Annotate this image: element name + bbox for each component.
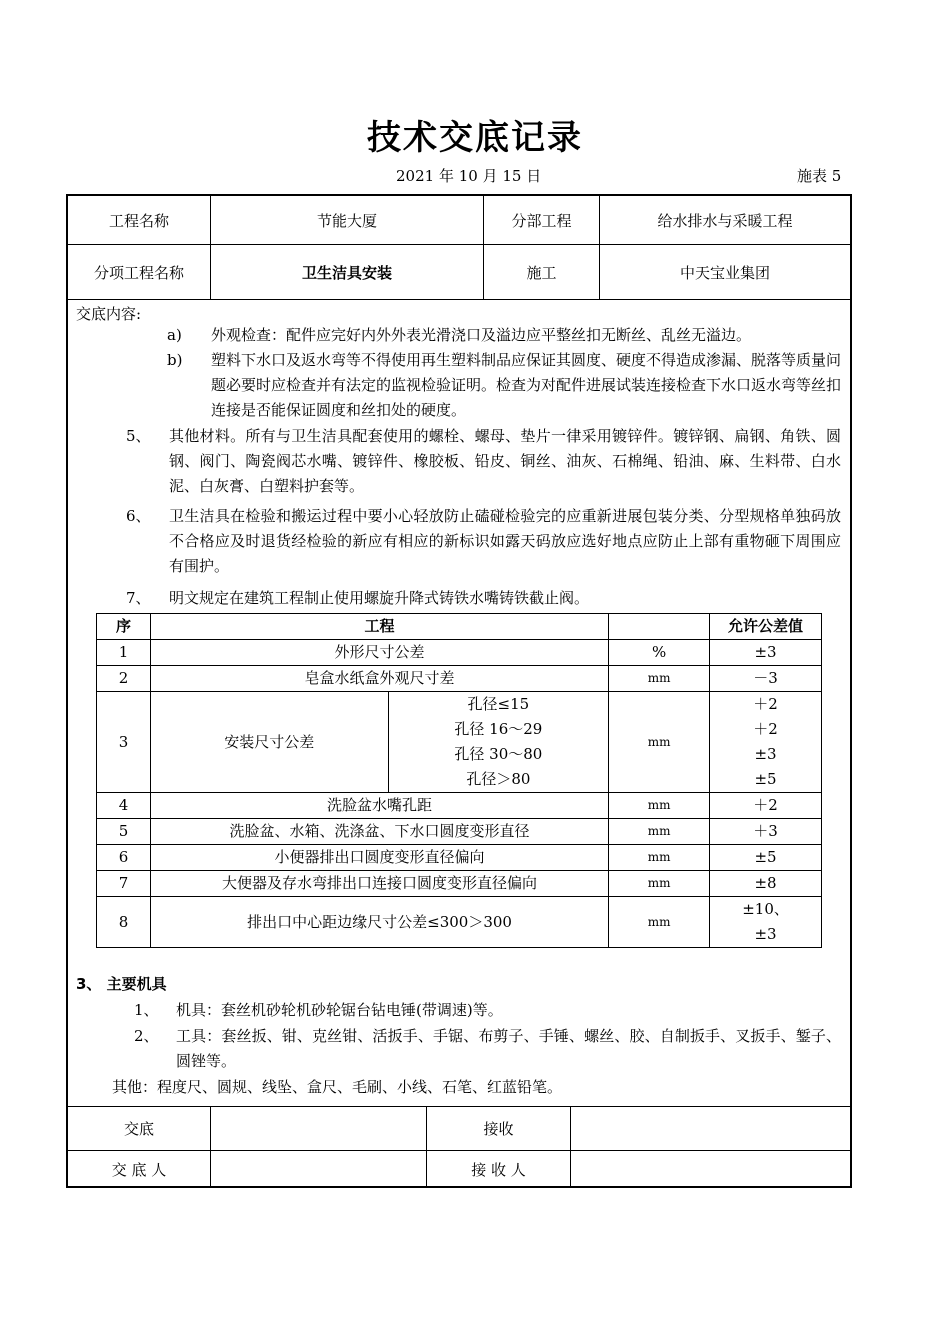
header-row-project	[68, 196, 850, 245]
item-number: a)	[167, 326, 182, 344]
tolerance: ＋2	[753, 695, 778, 713]
signature-row-persons	[68, 1150, 850, 1188]
row-item: 安装尺寸公差	[150, 692, 388, 793]
row-tolerance: －3	[710, 666, 822, 692]
row-unit: mm	[609, 845, 710, 871]
condition: 孔径 30～80	[454, 745, 543, 763]
row-tolerance: ＋3	[710, 819, 822, 845]
condition: 孔径≤15	[467, 695, 530, 713]
table-row	[97, 692, 822, 793]
tool-item-text: 机具：套丝机砂轮机砂轮锯台钻电锤(带调速)等。	[176, 1001, 503, 1019]
tools-other: 其他：程度尺、圆规、线坠、盒尺、毛刷、小线、石笔、红蓝铅笔。	[112, 1078, 563, 1096]
signature-row-handover	[68, 1106, 850, 1150]
row-seq: 5	[97, 819, 151, 845]
table-header-row	[97, 614, 822, 640]
item-text: 其他材料。所有与卫生洁具配套使用的螺栓、螺母、垫片一律采用镀锌件。镀锌钢、扁钢、角铁、圆钢、阀门、陶瓷阀芯水嘴、镀锌件、橡胶板、铅皮、铜丝、油灰、石棉绳、铅油、麻、生料带、白水泥、白灰膏、白塑料护套等。	[169, 427, 841, 495]
row-unit: mm	[609, 871, 710, 897]
header-unit	[609, 614, 710, 640]
row-item: 皂盒水纸盒外观尺寸差	[150, 666, 608, 692]
row-unit: mm	[609, 897, 710, 948]
receive-value[interactable]	[571, 1107, 850, 1150]
receiver-value[interactable]	[571, 1151, 850, 1188]
handover-value[interactable]	[211, 1107, 427, 1150]
row-conditions	[388, 692, 609, 793]
tolerance: ±3	[754, 925, 777, 943]
header-item: 工程	[150, 614, 608, 640]
header-tolerance: 允许公差值	[710, 614, 822, 640]
row-unit: mm	[609, 666, 710, 692]
row-item: 大便器及存水弯排出口连接口圆度变形直径偏向	[150, 871, 608, 897]
table-row	[97, 793, 822, 819]
date: 2021 年 10 月 15 日	[396, 167, 542, 185]
division-value: 给水排水与采暖工程	[657, 211, 793, 230]
table-row	[97, 871, 822, 897]
condition: 孔径＞80	[466, 770, 531, 788]
row-seq: 4	[97, 793, 151, 819]
subitem-value: 卫生洁具安装	[211, 245, 484, 299]
row-seq: 3	[97, 692, 151, 793]
tool-item-text: 工具：套丝扳、钳、克丝钳、活扳手、手锯、布剪子、手锤、螺丝、胶、自制扳手、叉扳手、錾子、圆锉等。	[176, 1027, 841, 1070]
row-seq: 2	[97, 666, 151, 692]
project-name-value: 节能大厦	[211, 196, 484, 244]
item-number: 5、	[126, 427, 151, 445]
contractor-value: 中天宝业集团	[679, 263, 770, 282]
item-number: 7、	[126, 589, 151, 607]
row-item: 洗脸盆、水箱、洗涤盆、下水口圆度变形直径	[150, 819, 608, 845]
table-row	[97, 845, 822, 871]
handover-label: 交底	[68, 1107, 211, 1150]
content-label: 交底内容:	[76, 305, 142, 323]
item-text: 明文规定在建筑工程制止使用螺旋升降式铸铁水嘴铸铁截止阀。	[169, 589, 590, 607]
row-unit: mm	[609, 793, 710, 819]
subitem-label: 分项工程名称	[68, 245, 211, 299]
item-number: b)	[167, 351, 183, 369]
tolerance: ±5	[754, 770, 777, 788]
row-tolerance: ±8	[710, 871, 822, 897]
table-row	[97, 666, 822, 692]
handover-person-value[interactable]	[211, 1151, 427, 1188]
tolerance: ＋2	[753, 720, 778, 738]
row-tolerance: ±3	[710, 640, 822, 666]
tolerance-table	[96, 613, 822, 948]
row-tolerance	[710, 897, 822, 948]
row-unit: mm	[609, 819, 710, 845]
row-item: 小便器排出口圆度变形直径偏向	[150, 845, 608, 871]
division-label: 分部工程	[484, 196, 600, 244]
receiver-label: 接 收 人	[427, 1151, 571, 1188]
row-unit: mm	[609, 692, 710, 793]
receive-label: 接收	[427, 1107, 571, 1150]
row-seq: 8	[97, 897, 151, 948]
tool-item-number: 1、	[134, 1001, 159, 1019]
item-text: 塑料下水口及返水弯等不得使用再生塑料制品应保证其圆度、硬度不得造成渗漏、脱落等质量问题必要时应检查并有法定的监视检验证明。检查为对配件进展试装连接检查下水口返水弯等丝扣连接是否能保证圆度和丝扣处的硬度。	[211, 351, 842, 419]
form-number: 施表 5	[797, 167, 842, 185]
tool-item-number: 2、	[134, 1027, 159, 1045]
row-item: 外形尺寸公差	[150, 640, 608, 666]
contractor-label: 施工	[484, 245, 600, 299]
tolerance: ±10、	[742, 900, 789, 918]
item-text: 外观检查：配件应完好内外外表光滑浇口及溢边应平整丝扣无断丝、乱丝无溢边。	[211, 326, 752, 344]
table-row	[97, 897, 822, 948]
row-seq: 1	[97, 640, 151, 666]
table-row	[97, 819, 822, 845]
row-item: 排出口中心距边缘尺寸公差≤300＞300	[150, 897, 608, 948]
table-row	[97, 640, 822, 666]
row-item: 洗脸盆水嘴孔距	[150, 793, 608, 819]
tools-section-title: 3、 主要机具	[76, 975, 167, 993]
item-text: 卫生洁具在检验和搬运过程中要小心轻放防止磕碰检验完的应重新进展包装分类、分型规格单独码放不合格应及时退货经检验的新应有相应的新标识如露天码放应选好地点应防止上部有重物砸下周围应有围护。	[169, 507, 841, 575]
row-seq: 6	[97, 845, 151, 871]
project-name-label: 工程名称	[68, 196, 211, 244]
condition: 孔径 16～29	[454, 720, 543, 738]
header-row-subitem	[68, 245, 850, 300]
row-tolerance: ±5	[710, 845, 822, 871]
row-unit: %	[609, 640, 710, 666]
row-seq: 7	[97, 871, 151, 897]
row-tolerances	[710, 692, 822, 793]
page-title: 技术交底记录	[367, 118, 583, 158]
row-tolerance: ＋2	[710, 793, 822, 819]
item-number: 6、	[126, 507, 151, 525]
tolerance: ±3	[754, 745, 777, 763]
header-seq: 序	[97, 614, 151, 640]
handover-person-label: 交 底 人	[68, 1151, 211, 1188]
